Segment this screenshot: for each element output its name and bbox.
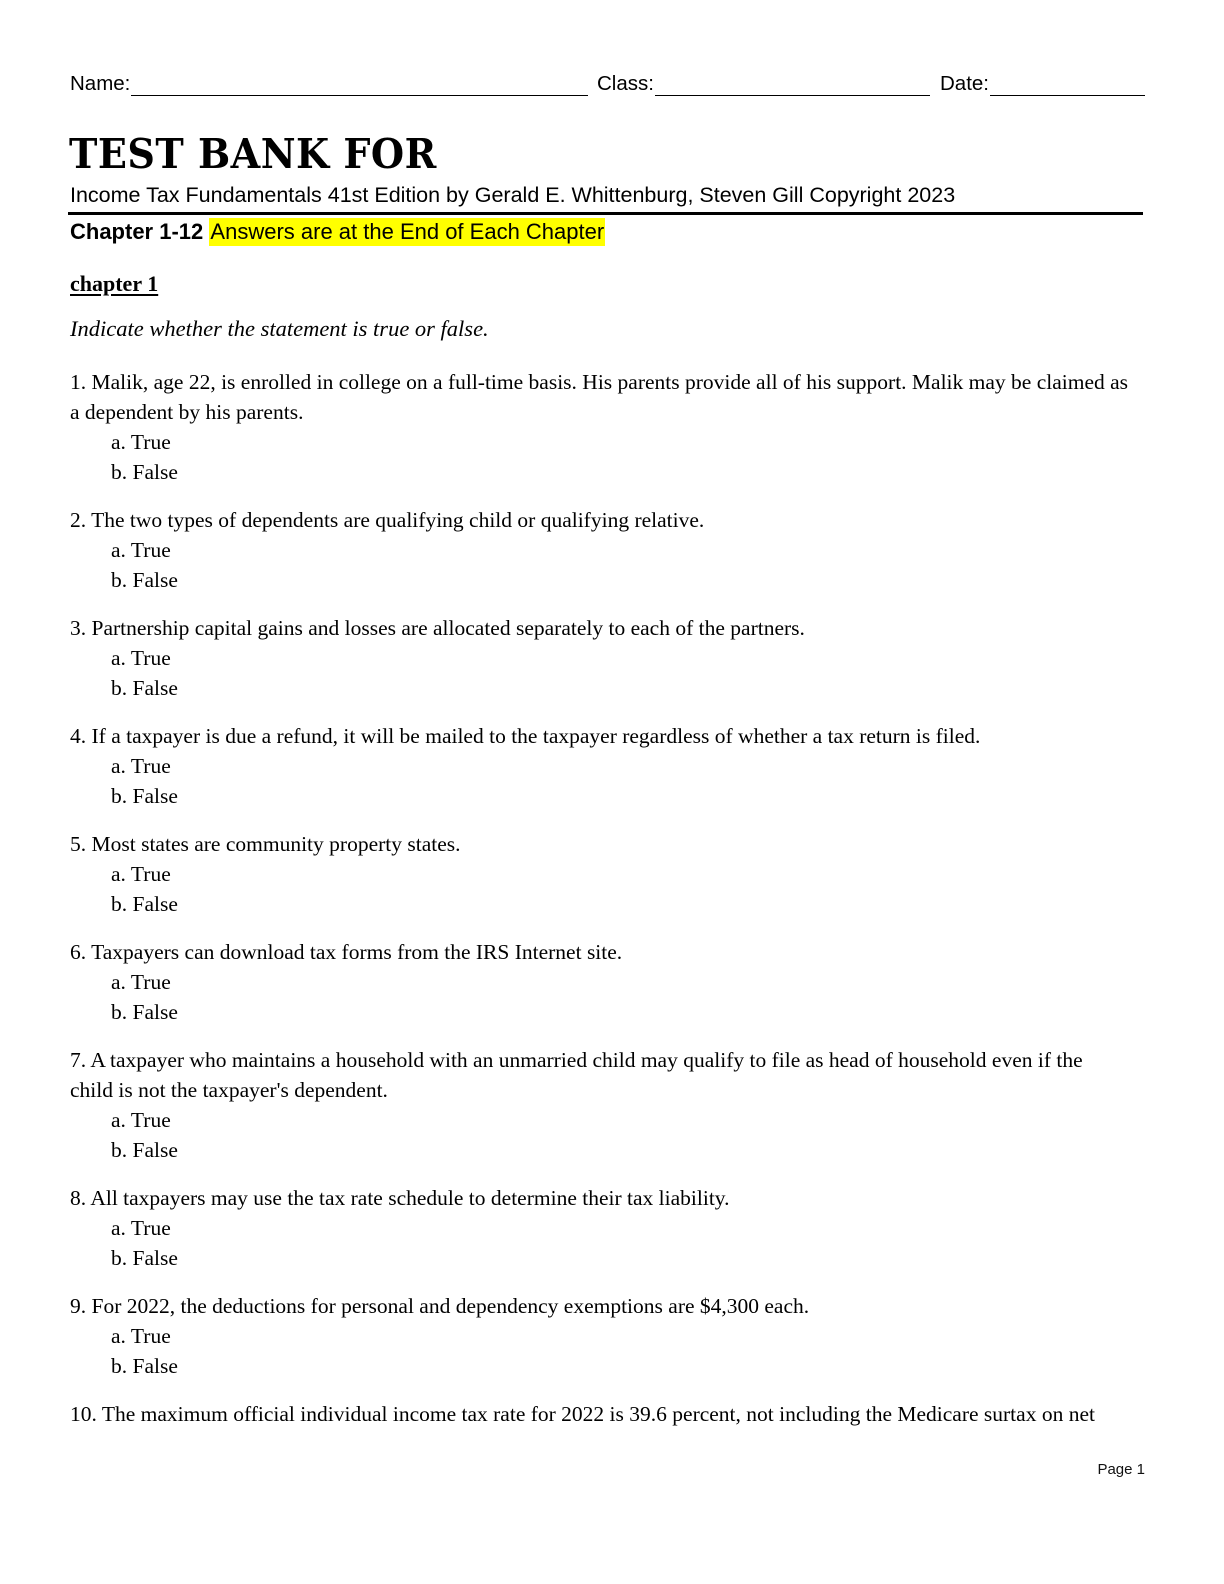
question-text: 7. A taxpayer who maintains a household with an unmarried child may qualify to file as head of household even if the child is not the taxpayer's dependent. [70, 1048, 1083, 1102]
chapter-range-label: Chapter 1-12 [70, 219, 204, 244]
question-options [70, 535, 1145, 595]
document-title: TEST BANK FOR [69, 130, 437, 178]
question-block [70, 1291, 1145, 1381]
question-options [70, 1213, 1145, 1273]
name-input-line[interactable] [131, 75, 588, 96]
question-option[interactable]: b. False [111, 568, 178, 592]
question-option[interactable]: a. True [111, 646, 171, 670]
answers-location-note: Answers are at the End of Each Chapter [210, 219, 605, 244]
document-subtitle: Income Tax Fundamentals 41st Edition by Gerald E. Whittenburg, Steven Gill Copyright 2023 [70, 183, 956, 207]
question-text: 6. Taxpayers can download tax forms from the IRS Internet site. [70, 940, 623, 964]
identification-header [70, 62, 1145, 96]
question-option[interactable]: b. False [111, 460, 178, 484]
question-text: 3. Partnership capital gains and losses are allocated separately to each of the partners. [70, 616, 805, 640]
question-options [70, 643, 1145, 703]
question-option[interactable]: a. True [111, 862, 171, 886]
question-option[interactable]: b. False [111, 676, 178, 700]
date-field-group [940, 73, 1145, 96]
question-text: 8. All taxpayers may use the tax rate schedule to determine their tax liability. [70, 1186, 730, 1210]
question-text: 1. Malik, age 22, is enrolled in college on a full-time basis. His parents provide all of his support. Malik may be claimed as a dependent by his parents. [70, 370, 1129, 424]
question-text: 4. If a taxpayer is due a refund, it will be mailed to the taxpayer regardless of whether a tax return is filed. [70, 724, 981, 748]
title-divider [68, 212, 1143, 215]
question-block [70, 829, 1145, 919]
question-option[interactable]: a. True [111, 970, 171, 994]
question-option[interactable]: b. False [111, 1138, 178, 1162]
question-options [70, 427, 1145, 487]
question-option[interactable]: a. True [111, 538, 171, 562]
question-option[interactable]: a. True [111, 1216, 171, 1240]
question-option[interactable]: a. True [111, 1324, 171, 1348]
question-option[interactable]: b. False [111, 892, 178, 916]
question-option[interactable]: a. True [111, 1108, 171, 1132]
question-list [70, 367, 1145, 1447]
date-label: Date: [940, 72, 989, 95]
question-block [70, 1045, 1145, 1165]
question-block [70, 367, 1145, 487]
question-options [70, 751, 1145, 811]
question-options [70, 1105, 1145, 1165]
chapter-range-line [70, 218, 605, 246]
class-field-group [597, 73, 930, 96]
question-option[interactable]: a. True [111, 754, 171, 778]
question-text: 9. For 2022, the deductions for personal and dependency exemptions are $4,300 each. [70, 1294, 810, 1318]
question-option[interactable]: b. False [111, 1354, 178, 1378]
question-block [70, 937, 1145, 1027]
question-option[interactable]: b. False [111, 1000, 178, 1024]
question-block [70, 1399, 1145, 1429]
chapter-heading: chapter 1 [70, 271, 159, 296]
question-option[interactable]: b. False [111, 784, 178, 808]
question-block [70, 505, 1145, 595]
question-options [70, 967, 1145, 1027]
section-instruction: Indicate whether the statement is true or false. [70, 316, 489, 341]
question-options [70, 859, 1145, 919]
question-block [70, 613, 1145, 703]
question-option[interactable]: b. False [111, 1246, 178, 1270]
question-options [70, 1321, 1145, 1381]
class-label: Class: [597, 72, 654, 95]
page-footer: Page 1 [1097, 1461, 1145, 1478]
question-text: 10. The maximum official individual income tax rate for 2022 is 39.6 percent, not including the Medicare surtax on net [70, 1402, 1095, 1426]
question-text: 5. Most states are community property states. [70, 832, 461, 856]
question-block [70, 1183, 1145, 1273]
class-input-line[interactable] [655, 75, 930, 96]
question-text: 2. The two types of dependents are qualifying child or qualifying relative. [70, 508, 705, 532]
question-option[interactable]: a. True [111, 430, 171, 454]
question-block [70, 721, 1145, 811]
name-field-group [70, 73, 588, 96]
date-input-line[interactable] [990, 75, 1145, 96]
name-label: Name: [70, 72, 131, 95]
